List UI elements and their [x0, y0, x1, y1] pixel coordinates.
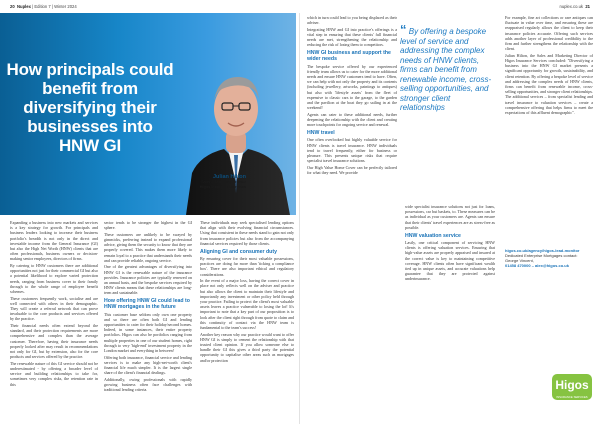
section-heading-consumer-duty: Aligning GI and consumer duty — [200, 248, 277, 255]
author-role: Sales & Marketing Director — [200, 179, 246, 184]
paragraph: Agents can cater to these additional needs, further deepening the relationship with the client and creating more touchpoints for ongoing service and renewal. — [307, 111, 397, 128]
paragraph: wide specialist insurance solutions not just for loans, possessions, car but baskets, to. These measures can be as individual as your customers are. Agents can ensure that their clients' travel experiences are as stress-free as possible. — [405, 204, 495, 230]
page-header — [0, 0, 600, 13]
hero-banner — [0, 13, 296, 215]
paragraph: By catering to HNW customers there are additional opportunities not just for their commercial GI but also a potential likelihood to explore varied protection needs, ranging from business cover to their family through to the whole range of employee benefit schemes. — [10, 263, 98, 295]
paragraph: The bespoke service offered by our experienced friendly team allows us to cater for the more additional needs and ensure HNW customers tend to have. Often, we can help with not only the property and its contents (including jewellery, artworks, paintings to antiques) but also with 'lifestyle assets' from the fleet of expensive to classic cars to the garage, to the garden and the pavilion at the boat they go sailing in at the weekend! — [307, 63, 397, 111]
author-company: Higos Insurance Services — [199, 184, 246, 189]
paragraph: These customers frequently work, socialise and are well connected with others in their demographic. They will create a referral network that can prove invaluable to the core products and services offered by the practice. — [10, 295, 98, 322]
left-page-number: 20 — [10, 4, 15, 9]
article-column-1 — [10, 220, 98, 418]
right-page-number: 21 — [585, 4, 590, 9]
article-column-4 — [307, 15, 397, 418]
logo-subtitle: INSURANCE SERVICES — [556, 395, 588, 399]
contact-label: Dedicated Enterprise Mortgages contact: — [505, 253, 578, 258]
paragraph: Julian Hilton, the Sales and Marketing Director of Higos Insurance Services concluded: "Diversifying a business into the HNW GI market presents a significant opportunity for growth, sustainability, and client retention. By offering a bespoke level of service and addressing the complex needs of HNW clients, firms can benefit from renewable income, cross-selling opportunities, and stronger client relationships. The additional services – from specialist lending and travel insurance to valuation services – create a comprehensive offering that helps firms to meet the expectations of this affluent demographic". — [505, 52, 593, 116]
pull-quote-text: By offering a bespoke level of service and addressing the complex needs of HNW clients, firms can benefit from renewable income, cross-selling opportunities, and stronger client relationships — [400, 27, 492, 112]
contact-block — [505, 248, 593, 268]
author-name: Julian Hilton — [213, 174, 246, 180]
left-header — [10, 4, 77, 9]
paragraph: In the event of a major loss, having the correct cover in place not only reflects well on the adviser and practice but also allows the client to maintain their lifestyle and importantly any investment or other policy held through your practice. Failing to protect the client's most valuable assets leaves a practice vulnerable to losing the lot! It's important to note that a key part of our proposition is to look after the client right through from quote to claim and this continuity of contact via the HNW team is fundamental to the team's success! — [200, 278, 294, 331]
author-name-tag — [186, 175, 246, 189]
right-url[interactable]: nuplex.co.uk — [559, 4, 583, 9]
paragraph: These individuals may seek specialised lending options that align with their evolving financial circumstances. Using that consistent in these needs stand to gain not only from insurance policies but also from the accompanying financial services required by those clients. — [200, 220, 294, 246]
article-column-5 — [405, 204, 495, 418]
paragraph: Their financial needs often extend beyond the standard, and their protection requirements are more comprehensive and complex than the average customer. Therefore, having their insurance needs properly looked after may result in recommendations not only for GI, but by extension, also for the core products and services offered by the practice. — [10, 323, 98, 360]
article-column-2 — [104, 220, 192, 418]
paragraph: The renewable nature of this GI service should not be underestimated - by offering a broader level of service and building relationships to take for, sometimes very complex risks, the retention rate in this — [10, 360, 98, 387]
section-heading-wider-needs: HNW GI business and support the wider needs — [307, 50, 391, 63]
article-title: How principals could benefit from diversifying their businesses into HNW GI — [6, 60, 174, 155]
contact-url[interactable]: higos.co.uk/agency/higos-lead-monitor — [505, 248, 580, 253]
higos-logo — [552, 374, 592, 400]
section-heading-travel: HNW travel — [307, 129, 335, 136]
paragraph: Additionally, owing professionals with rapidly growing business often face challenges with traditional lending criteria. — [104, 376, 192, 393]
paragraph: which in turn could lead to you being displaced as their adviser. — [307, 15, 397, 26]
paragraph: One often overlooked but highly valuable service for HNW clients is travel insurance. HNW individuals tend to travel frequently, either for business or pleasure. This presents unique risks that require specialist travel insurance solutions. — [307, 137, 397, 164]
article-column-6 — [505, 15, 593, 247]
paragraph: Another key reason why our practice would want to offer HNW GI is simply to cement the relationship with that trusted client opinion. If you allow someone else to handle their GI this gives a third party the potential opportunity to capitalise other areas such as mortgages and/or protection — [200, 331, 294, 363]
logo-text: Higos — [555, 378, 589, 392]
paragraph: Offering both insurance, financial service and lending services is to make any high-net-worth client's financial life much simpler. It is the largest single share of the client's financial dealings. — [104, 354, 192, 376]
paragraph: By ensuring cover for their most valuable possessions, practices are doing far more than 'ticking a compliance box'. There are also important ethical and regulatory considerations. — [200, 256, 294, 277]
paragraph: These customers are unlikely to be swayed by gimmicks, preferring instead to expand professional advice, giving them the security to know that they are properly covered. This makes them more likely to remain loyal to a practice that understands their needs and can provide reliable, ongoing service. — [104, 231, 192, 263]
section-heading-valuation: HNW valuation service — [405, 232, 461, 239]
section-heading-mortgages: How offering HNW GI could lead to HNW mortgages in the future — [104, 298, 190, 311]
page-gutter — [299, 13, 300, 424]
paragraph: This customer base seldom only own one property and so there are often both GI and lending opportunities to cater for their holiday/second homes. Indeed, in some instances, their entire property portfolios. Higos can also be portfolios ranging from multiple properties in one of our student homes, right through to very 'high-end' investment property in the London market and everything in between! — [104, 311, 192, 354]
right-header — [559, 4, 590, 9]
paragraph: For example, fine art collections or rare antiques can fluctuate in value over time, and ensuring these are reappraised regularly allows the client to keep their insurance policies accurate. Offering such services adds another layer of professional credibility to the firm and further strengthens the relationship with the client. — [505, 15, 593, 52]
contact-name: George Vincent, — [505, 258, 534, 263]
contact-phone-email[interactable]: 01458 470000 – alex@higos.co.uk — [505, 263, 569, 268]
paragraph: Integrating HNW and GI into practice's offerings is a vital step in ensuring that these clients' full financial needs are met, strengthening the relationship and reducing the risk of losing them to competitors. — [307, 26, 397, 48]
paragraph: Expanding a business into new markets and services is a key strategy for growth. For principals and business leaders looking to increase their business portfolio's breadth is not only in the direct and investable income from the General Insurance (GI) but also the High Net Worth (HNW) clients that are often professionals, business owners or decision-making senior employees, directors of firms. — [10, 220, 98, 262]
paragraph: One of the greatest advantages of diversifying into HNW GI is the renewable nature of the insurance provides. Insurance policies are typically renewed on an annual basis, and the bespoke services required by HNW clients means that these relationships are long-term and sustainable. — [104, 264, 192, 296]
paragraph: Lastly, one critical component of servicing HNW clients is offering valuation services. Ensuring that high-value assets are properly appraised and insured at the correct value is key to maintaining competitive coverage. HNW clients often have significant wealth tied up in unique assets, and accurate valuations help guarantee that they are protected against underinsurance. — [405, 240, 495, 282]
quote-mark-icon: “ — [400, 22, 407, 37]
paragraph: Our High Value Home Cover can be perfectly tailored for what they need. We provide — [307, 164, 397, 176]
left-brand: Nuplex — [17, 4, 31, 9]
article-column-3 — [200, 220, 294, 418]
left-issue: | Edition 7 | Winter 2024 — [32, 4, 77, 9]
pull-quote — [400, 22, 496, 113]
paragraph: sector tends to be stronger the highest in the GI sphere. — [104, 220, 192, 231]
